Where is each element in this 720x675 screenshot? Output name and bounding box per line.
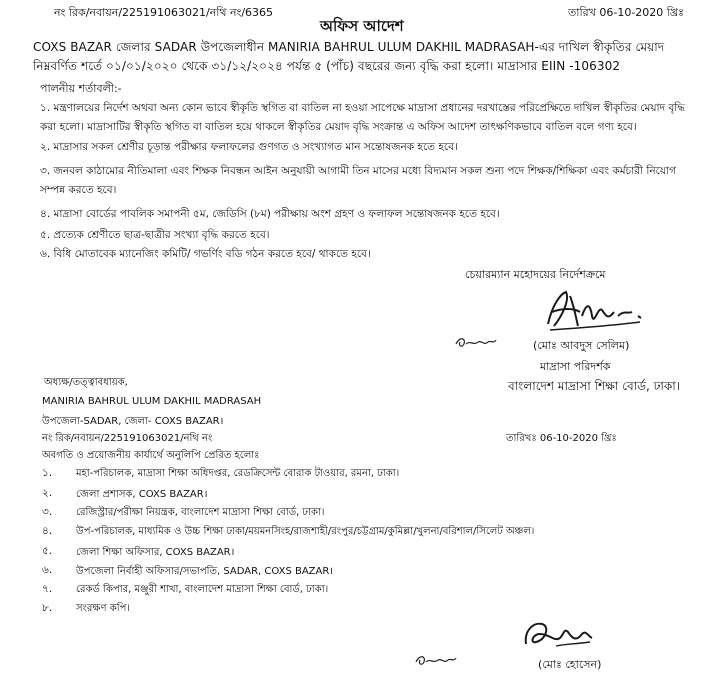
copy-item: জেলা শিক্ষা অফিসার, COXS BAZAR। bbox=[76, 547, 235, 558]
condition-item: ৪. মাদ্রাসা বোর্ডের পাবলিক সমাপনী ৫ম, জেডিসি (৮ম) পরীক্ষায় অংশ গ্রহণ ও ফলাফল সন্তোষজনক হতে হবে। bbox=[40, 208, 500, 220]
copy-number: ৬. bbox=[42, 564, 53, 576]
signatory-2-name: (মোঃ হোসেন) bbox=[538, 658, 602, 671]
subject-line-1: COXS BAZAR জেলার SADAR উপজেলাধীন MANIRIA BAHRUL ULUM DAKHIL MADRASAH-এর দাখিল স্বীকৃতির মেয়াদ bbox=[33, 40, 665, 54]
condition-item: ৫. প্রত্যেক শ্রেণীতে ছাত্র-ছাত্রীর সংখ্যা বৃদ্ধি করতে হবে। bbox=[40, 229, 270, 241]
condition-item: ৬. বিধি মোতাবেক ম্যানেজিং কমিটি/ গভর্ণিং বডি গঠন করতে হবে/ থাকতে হবে। bbox=[40, 248, 371, 260]
copy-intro: অবগতি ও প্রয়োজনীয় কার্যার্থে অনুলিপি প্রেরিত হলোঃ bbox=[42, 450, 260, 461]
copy-item: রেকর্ড কিপার, মঞ্জুরী শাখা, বাংলাদেশ মাদ্রাসা শিক্ষা বোর্ড, ঢাকা। bbox=[76, 584, 329, 595]
condition-item: ২. মাদ্রাসার সকল শ্রেণীর চূড়ান্ত পরীক্ষার ফলাফলের গুণগত ও সংখ্যাগত মান সন্তোষজনক হতে হবে। bbox=[40, 141, 458, 153]
condition-item: ১. মন্ত্রণালয়ের নির্দেশ অথবা অন্য কোন ভাবে স্বীকৃতি স্থগিত বা বাতিল না হওয়া সাপেক্ষে মাদ্রাসা প্রধানের দরখাস্তের পরিপ্রেক্ষিতে দাখিল স্বীকৃতির মেয়াদ বৃদ্ধি করা হলো। মাদ্রাসাটির স্বীকৃতি স্থগিত বা বাতিল হয়ে থাকলে স্বীকৃতির মেয়াদ বৃদ্ধি সংক্রান্ত এ অফিস আদেশ তাৎক্ষণিকভাবে বাতিল বলে গণ্য হবে। bbox=[40, 102, 685, 133]
copy-number: ৪. bbox=[42, 525, 53, 537]
page-title: অফিস আদেশ bbox=[320, 17, 404, 35]
copy-number: ১. bbox=[42, 467, 53, 479]
initial-mark-1 bbox=[454, 334, 498, 350]
subject-line-2: নিম্নবর্ণিত শর্তে ০১/০১/২০২০ থেকে ৩১/১২/২০২৪ পর্যন্ত ৫ (পাঁচ) বছরের জন্য বৃদ্ধি করা হলো। মাদ্রাসার EIIN -106302 bbox=[33, 59, 621, 73]
copy-item: উপ-পরিচালক, মাধ্যমিক ও উচ্চ শিক্ষা ঢাকা/ময়মনসিংহ/রাজশাহী/রংপুর/চট্টগ্রাম/কুমিল্লা/খুলনা/বরিশাল/সিলেট অঞ্চল। bbox=[76, 526, 535, 537]
recipient-line-1: অধ্যক্ষ/তত্ত্বাবধায়ক, bbox=[44, 377, 128, 388]
signatory-1-designation: মাদ্রাসা পরিদর্শক bbox=[540, 360, 611, 373]
recipient-line-2: MANIRIA BAHRUL ULUM DAKHIL MADRASAH bbox=[42, 396, 262, 407]
copy-item: উপজেলা নির্বাহী অফিসার/সভাপতি, SADAR, COXS BAZAR। bbox=[76, 566, 334, 577]
header-date: তারিখ 06-10-2020 খ্রিঃ bbox=[568, 6, 684, 19]
signature-2-image bbox=[520, 616, 600, 656]
copy-number: ২. bbox=[42, 487, 53, 499]
copy-item: মহা-পরিচালক, মাদ্রাসা শিক্ষা অধিদপ্তর, রেডক্রিসেন্ট বোরাক টাওয়ার, রমনা, ঢাকা। bbox=[76, 468, 400, 479]
initial-mark-2 bbox=[414, 652, 458, 668]
recipient-line-4: নং রিক/নবায়ন/225191063021/নথি নং bbox=[42, 433, 213, 444]
copy-number: ৮. bbox=[42, 602, 53, 614]
signatory-1-name: (মোঃ আবদুস সেলিম) bbox=[533, 339, 630, 352]
copy-number: ৭. bbox=[42, 583, 53, 595]
memo-number: নং রিক/নবায়ন/225191063021/নথি নং/6365 bbox=[54, 6, 274, 19]
condition-item: ৩. জনবল কাঠামোর নীতিমালা এবং শিক্ষক নিবন্ধন আইন অনুযায়ী আগামী তিন মাসের মধ্যে বিদ্যমান সকল শুন্য পদে শিক্ষক/শিক্ষিকা এবং কর্মচারী নিয়োগ সম্পন্ন করতে হবে। bbox=[40, 165, 676, 196]
copy-item: সংরক্ষণ কপি। bbox=[76, 603, 130, 614]
signatory-1-office: বাংলাদেশ মাদ্রাসা শিক্ষা বোর্ড, ঢাকা। bbox=[508, 379, 681, 393]
copy-number: ৫. bbox=[42, 545, 53, 557]
recipient-date: তারিখঃ 06-10-2020 খ্রিঃ bbox=[506, 433, 617, 444]
recipient-line-3: উপজেলা-SADAR, জেলা- COXS BAZAR। bbox=[42, 416, 224, 427]
signature-1-image bbox=[540, 286, 660, 336]
conditions-title: পালনীয় শর্তাবলী:- bbox=[40, 82, 122, 95]
copy-item: রেজিস্ট্রার/পরীক্ষা নিয়ন্ত্রক, বাংলাদেশ মাদ্রাসা শিক্ষা বোর্ড, ঢাকা। bbox=[76, 507, 325, 518]
by-order-text: চেয়ারম্যান মহোদয়ের নির্দেশক্রমে bbox=[465, 268, 606, 281]
copy-number: ৩. bbox=[42, 506, 53, 518]
copy-item: জেলা প্রশাসক, COXS BAZAR। bbox=[76, 489, 208, 500]
